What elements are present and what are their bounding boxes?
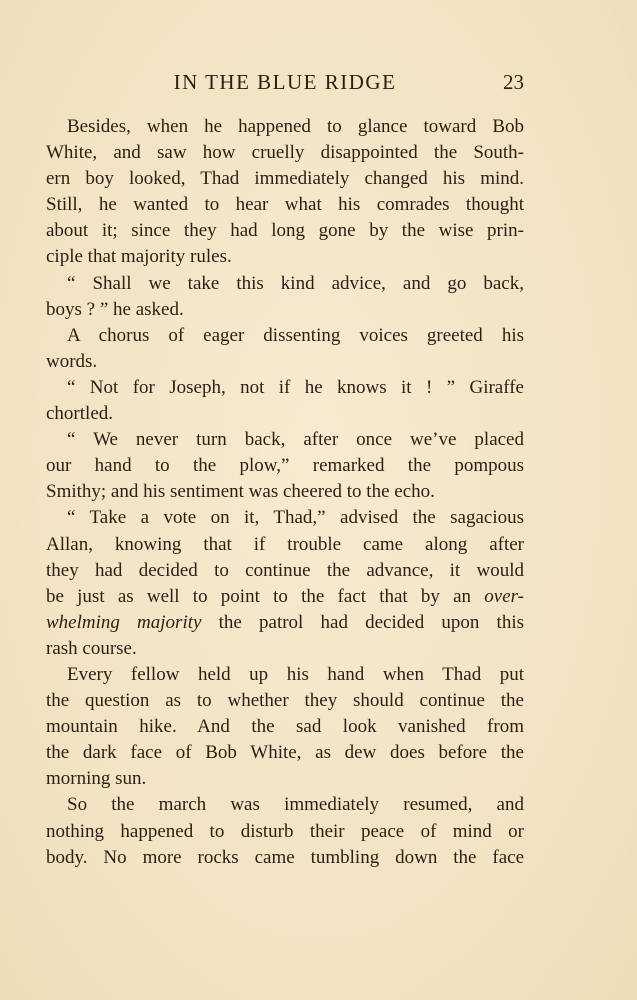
line-text: our hand to the plow,” remarked the pompous: [46, 455, 524, 477]
line-text: Still, he wanted to hear what his comrades thought: [46, 194, 524, 216]
text-line: [46, 218, 524, 244]
running-title: IN THE BLUE RIDGE: [173, 70, 397, 94]
text-line: [46, 532, 524, 558]
text-line: [46, 427, 524, 453]
line-text: body. No more rocks came tumbling down the face: [46, 846, 524, 868]
text-line: [46, 479, 524, 505]
text-line: [46, 558, 524, 584]
text-line: [46, 845, 524, 871]
line-text: rash course.: [46, 637, 137, 659]
line-text: Besides, when he happened to glance toward Bob: [67, 116, 524, 137]
text-line: [46, 453, 524, 479]
line-text: boys ? ” he asked.: [46, 298, 184, 320]
line-text: mountain hike. And the sad look vanished from: [46, 716, 524, 738]
text-line: [46, 192, 524, 218]
line-text: they had decided to continue the advance, it would: [46, 559, 524, 581]
line-text: nothing happened to disturb their peace of mind or: [46, 820, 524, 842]
text-line: [46, 636, 524, 662]
text-line: [46, 166, 524, 192]
text-line: [46, 349, 524, 375]
line-text: be just as well to point to the fact that by an: [46, 585, 472, 607]
body-text: [46, 114, 524, 871]
text-line: [46, 766, 524, 792]
text-line: [46, 375, 524, 401]
line-text: A chorus of eager dissenting voices greeted his: [67, 324, 524, 346]
text-line: [46, 819, 524, 845]
line-text: “ Shall we take this kind advice, and go back,: [67, 272, 524, 294]
line-text: Smithy; and his sentiment was cheered to the echo.: [46, 481, 435, 503]
text-line: [46, 244, 524, 270]
line-text: the question as to whether they should continue the: [46, 690, 524, 712]
page-number: 23: [503, 70, 524, 94]
text-line: [46, 114, 524, 140]
running-head: [46, 66, 524, 96]
line-text: about it; since they had long gone by the wise prin-: [46, 220, 524, 242]
line-text: chortled.: [46, 403, 114, 425]
line-text: Every fellow held up his hand when Thad put: [67, 663, 524, 685]
line-text: So the march was immediately resumed, and: [67, 794, 524, 816]
text-line: [46, 610, 524, 636]
text-line: [46, 297, 524, 323]
line-text: “ Not for Joseph, not if he knows it ! ” Giraffe: [67, 376, 524, 398]
text-line: [46, 140, 524, 166]
text-line: [46, 271, 524, 297]
line-text: “ Take a vote on it, Thad,” advised the sagacious: [67, 507, 524, 529]
line-text: White, and saw how cruelly disappointed the South-: [46, 142, 524, 164]
line-text: “ We never turn back, after once we’ve placed: [67, 429, 524, 451]
text-line: [46, 584, 524, 610]
text-line: [46, 662, 524, 688]
line-text: ern boy looked, Thad immediately changed his mind.: [46, 168, 524, 190]
text-line: [46, 323, 524, 349]
italic-text: whelming majority: [46, 611, 202, 633]
text-line: [46, 401, 524, 427]
line-text: the patrol had decided upon this: [201, 611, 524, 633]
text-line: [46, 688, 524, 714]
line-text: Allan, knowing that if trouble came along after: [46, 533, 524, 555]
line-text: the dark face of Bob White, as dew does before the: [46, 742, 524, 764]
line-text: ciple that majority rules.: [46, 246, 232, 268]
text-line: [46, 505, 524, 531]
text-line: [46, 792, 524, 818]
text-line: [46, 714, 524, 740]
line-text: morning sun.: [46, 768, 147, 790]
italic-text: over-: [484, 585, 524, 607]
line-text: words.: [46, 350, 98, 372]
text-line: [46, 740, 524, 766]
